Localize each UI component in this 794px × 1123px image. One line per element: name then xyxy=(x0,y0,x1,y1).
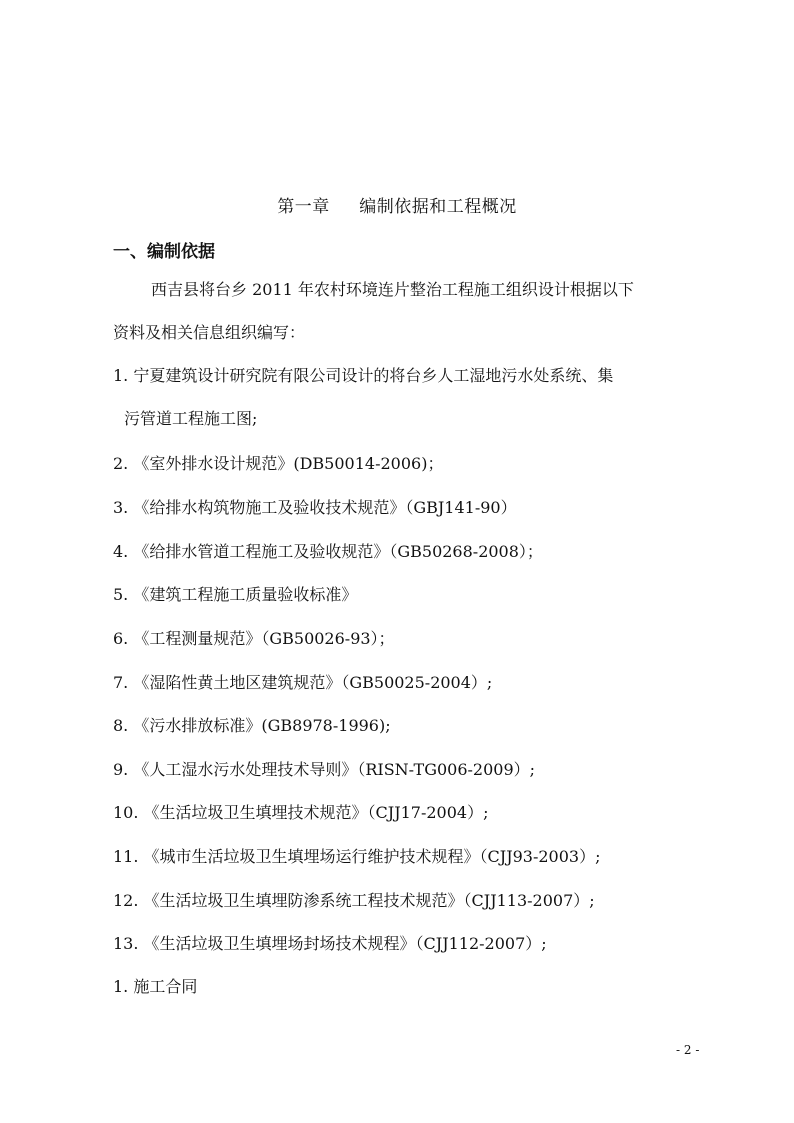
section-heading: 一、编制依据 xyxy=(113,242,215,262)
list-item: 8. 《污水排放标准》(GB8978-1996); xyxy=(113,716,391,735)
list-item: 12. 《生活垃圾卫生填埋防渗系统工程技术规范》（CJJ113-2007）; xyxy=(113,891,595,910)
list-item: 4. 《给排水管道工程施工及验收规范》（GB50268-2008）； xyxy=(113,542,543,561)
list-item: 5. 《建筑工程施工质量验收标准》 xyxy=(113,585,358,604)
list-item: 13. 《生活垃圾卫生填埋场封场技术规程》（CJJ112-2007）; xyxy=(113,934,547,953)
intro-paragraph-line-2: 资料及相关信息组织编写： xyxy=(113,323,306,342)
list-item: 3. 《给排水构筑物施工及验收技术规范》（GBJ141-90） xyxy=(113,498,517,517)
list-item: 2. 《室外排水设计规范》(DB50014-2006)； xyxy=(113,454,444,473)
chapter-title: 第一章 编制依据和工程概况 xyxy=(277,197,517,217)
page-number: - 2 - xyxy=(676,1043,700,1057)
list-item: 1. 施工合同 xyxy=(113,977,198,996)
list-item: 10. 《生活垃圾卫生填埋技术规范》（CJJ17-2004）; xyxy=(113,803,489,822)
list-item: 1. 宁夏建筑设计研究院有限公司设计的将台乡人工湿地污水处系统、集 xyxy=(113,366,614,385)
intro-paragraph-line-1: 西吉县将台乡 2011 年农村环境连片整治工程施工组织设计根据以下 xyxy=(151,280,634,299)
list-item: 6. 《工程测量规范》（GB50026-93）； xyxy=(113,629,395,648)
list-item: 9. 《人工湿水污水处理技术导则》（RISN-TG006-2009）; xyxy=(113,760,536,779)
list-item: 7. 《湿陷性黄土地区建筑规范》（GB50025-2004）; xyxy=(113,673,493,692)
list-item-continuation: 污管道工程施工图; xyxy=(124,409,258,428)
list-item: 11. 《城市生活垃圾卫生填埋场运行维护技术规程》（CJJ93-2003）; xyxy=(113,847,601,866)
